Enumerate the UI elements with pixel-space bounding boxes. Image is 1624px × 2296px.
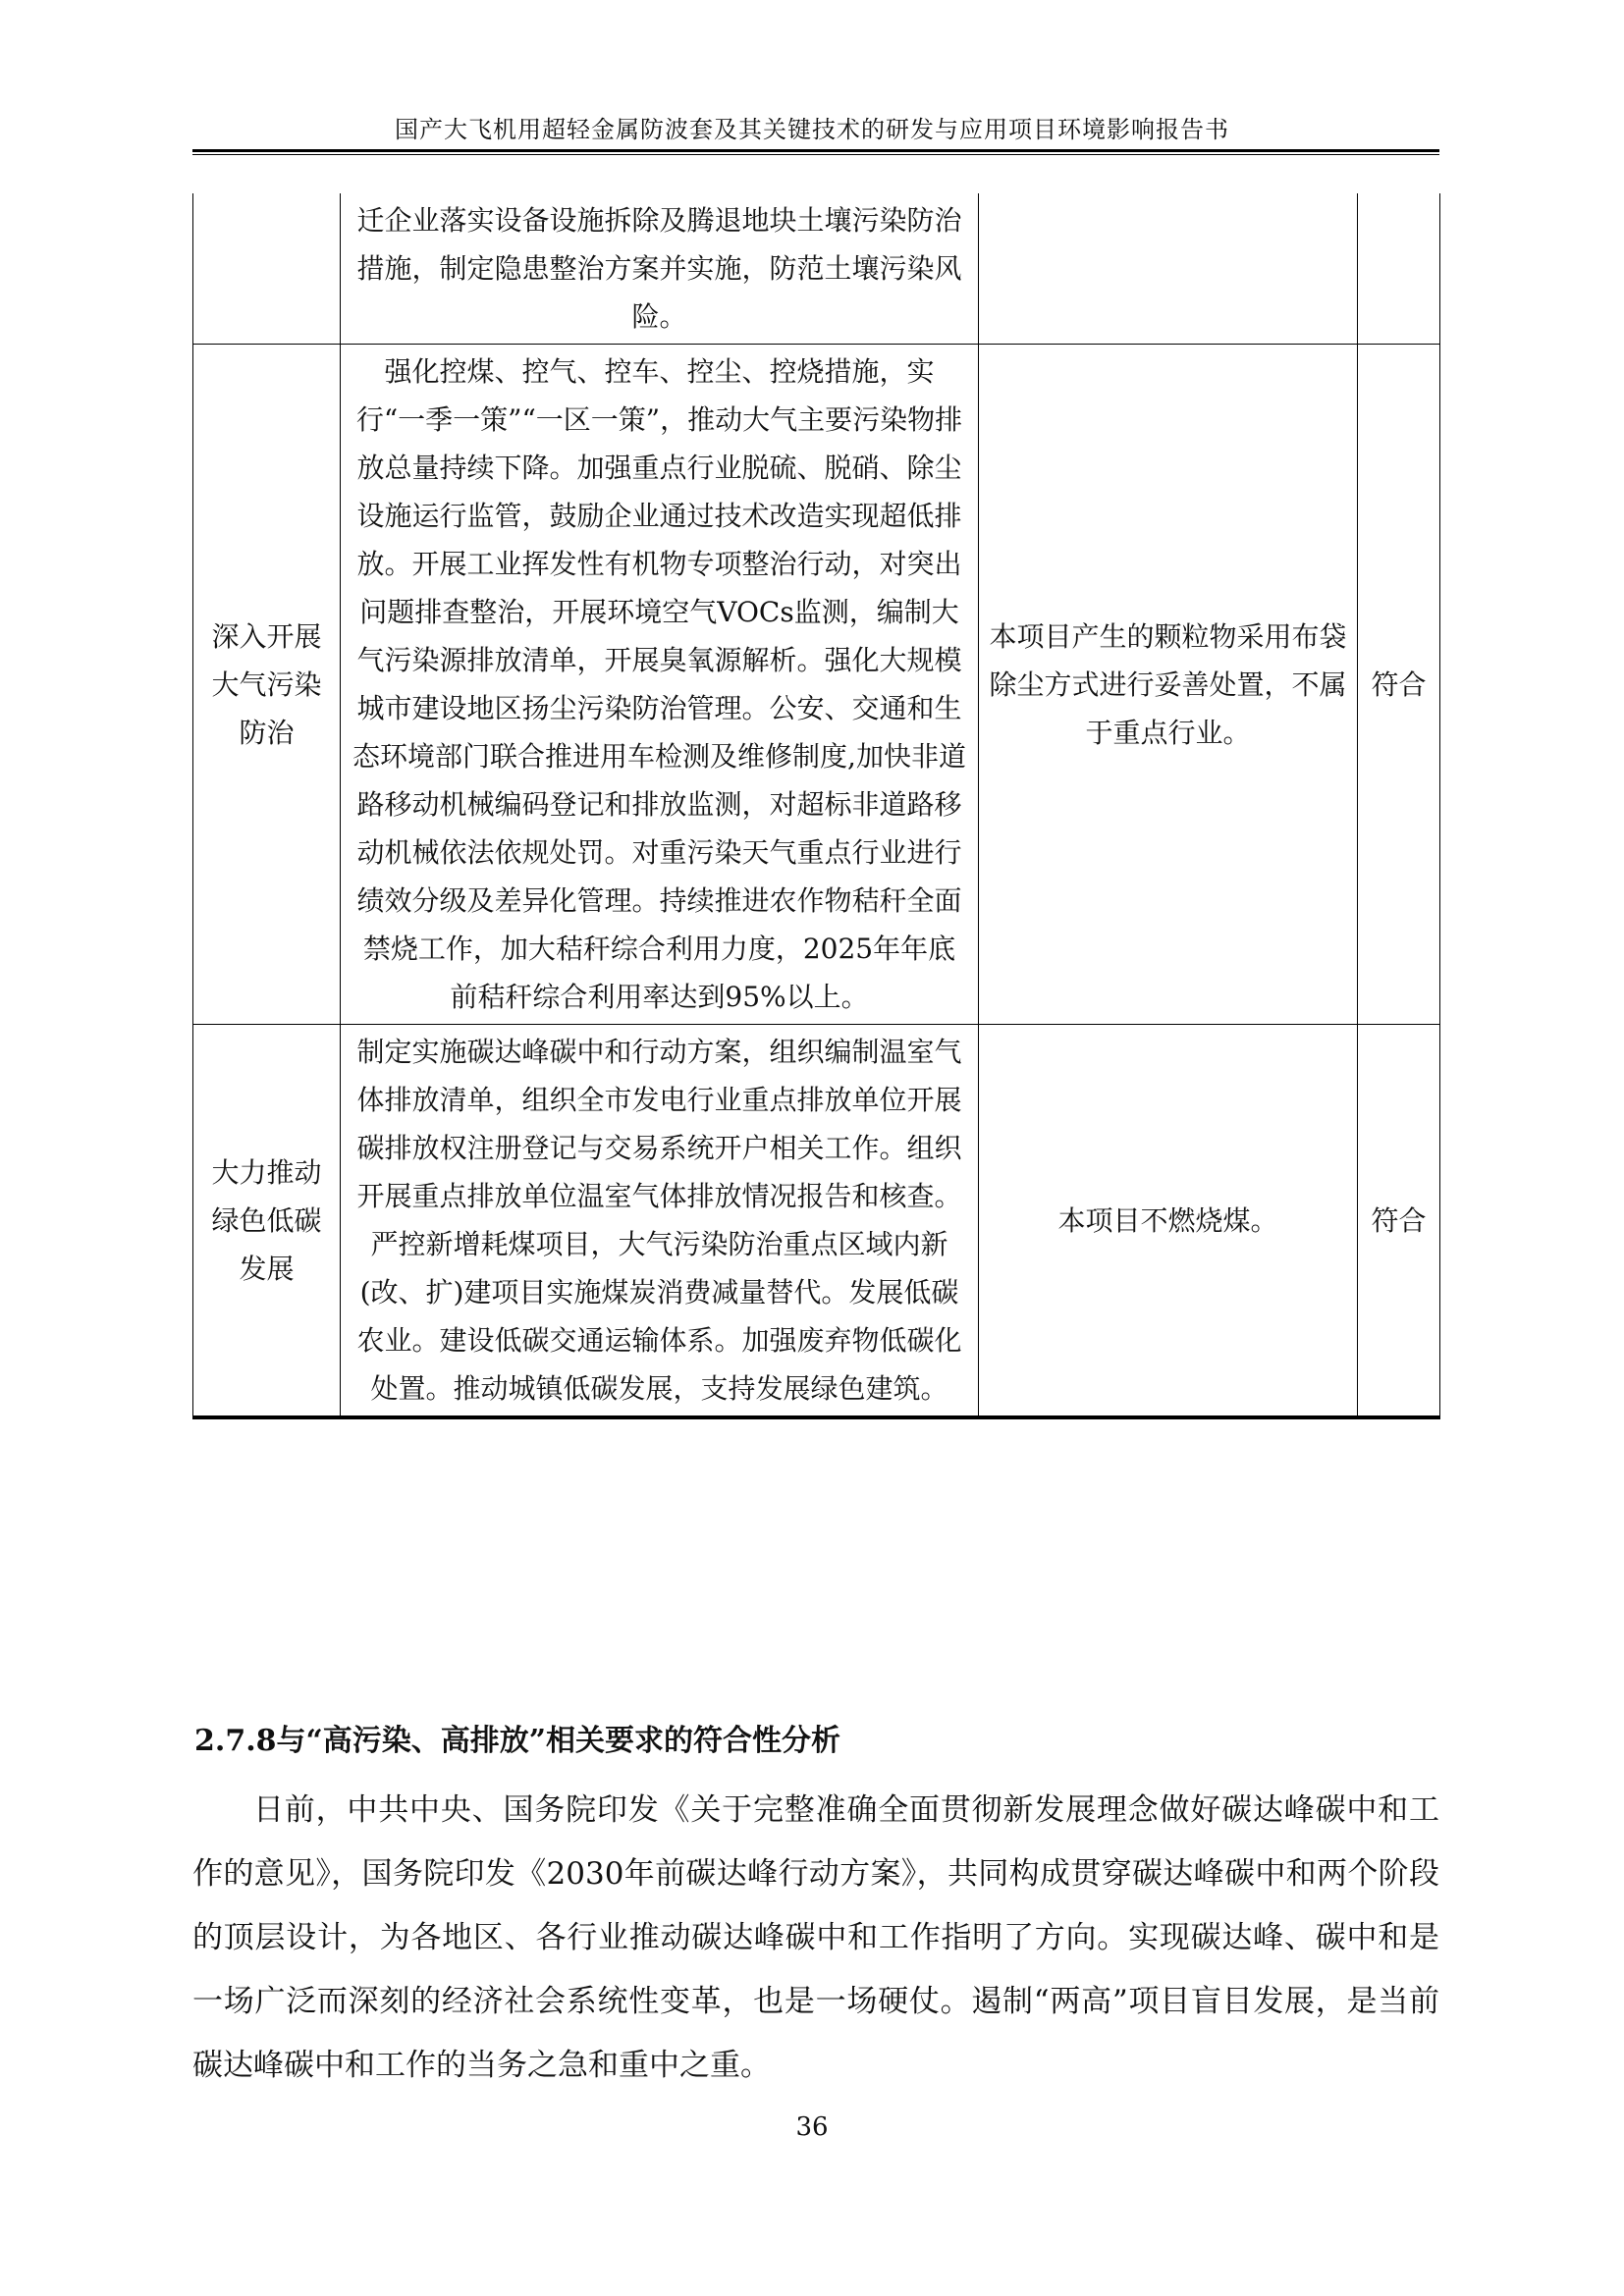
table-row	[193, 1025, 1440, 1418]
page-header-title: 国产大飞机用超轻金属防波套及其关键技术的研发与应用项目环境影响报告书	[395, 116, 1229, 143]
table-row	[193, 345, 1440, 1025]
requirement-cell: 强化控煤、控气、控车、控尘、控烧措施，实行“一季一策”“一区一策”，推动大气主要污染物排放总量持续下降。加强重点行业脱硫、脱硝、除尘设施运行监管，鼓励企业通过技术改造实现超低排放。开展工业挥发性有机物专项整治行动，对突出问题排查整治，开展环境空气VOCs监测，编制大气污染源排放清单，开展臭氧源解析。强化大规模城市建设地区扬尘污染防治管理。公安、交通和生态环境部门联合推进用车检测及维修制度,加快非道路移动机械编码登记和排放监测，对超标非道路移动机械依法依规处罚。对重污染天气重点行业进行绩效分级及差异化管理。持续推进农作物秸秆全面禁烧工作，加大秸秆综合利用力度，2025年年底前秸秆综合利用率达到95%以上。	[341, 345, 979, 1025]
header-rule	[192, 149, 1439, 152]
conclusion-cell: 符合	[1358, 345, 1440, 1025]
project-situation-cell	[979, 193, 1358, 345]
category-cell	[193, 193, 341, 345]
table-row	[193, 193, 1440, 345]
category-cell: 大力推动绿色低碳发展	[193, 1025, 341, 1418]
requirement-cell: 迁企业落实设备设施拆除及腾退地块土壤污染防治措施，制定隐患整治方案并实施，防范土壤污染风险。	[341, 193, 979, 345]
conclusion-cell	[1358, 193, 1440, 345]
body-paragraph: 日前，中共中央、国务院印发《关于完整准确全面贯彻新发展理念做好碳达峰碳中和工作的意见》，国务院印发《2030年前碳达峰行动方案》，共同构成贯穿碳达峰碳中和两个阶段的顶层设计，为各地区、各行业推动碳达峰碳中和工作指明了方向。实现碳达峰、碳中和是一场广泛而深刻的经济社会系统性变革，也是一场硬仗。遏制“两高”项目盲目发展，是当前碳达峰碳中和工作的当务之急和重中之重。	[192, 1792, 1439, 2083]
conclusion-cell: 符合	[1358, 1025, 1440, 1418]
page-number: 36	[795, 2112, 829, 2142]
compliance-table	[192, 193, 1440, 1419]
header-rule-thin	[192, 154, 1439, 155]
requirement-cell: 制定实施碳达峰碳中和行动方案，组织编制温室气体排放清单，组织全市发电行业重点排放单位开展碳排放权注册登记与交易系统开户相关工作。组织开展重点排放单位温室气体排放情况报告和核查。严控新增耗煤项目，大气污染防治重点区域内新(改、扩)建项目实施煤炭消费减量替代。发展低碳农业。建设低碳交通运输体系。加强废弃物低碳化处置。推动城镇低碳发展，支持发展绿色建筑。	[341, 1025, 979, 1418]
project-situation-cell: 本项目产生的颗粒物采用布袋除尘方式进行妥善处置，不属于重点行业。	[979, 345, 1358, 1025]
category-cell: 深入开展大气污染防治	[193, 345, 341, 1025]
project-situation-cell: 本项目不燃烧煤。	[979, 1025, 1358, 1418]
section-heading: 2.7.8与“高污染、高排放”相关要求的符合性分析	[194, 1724, 841, 1758]
